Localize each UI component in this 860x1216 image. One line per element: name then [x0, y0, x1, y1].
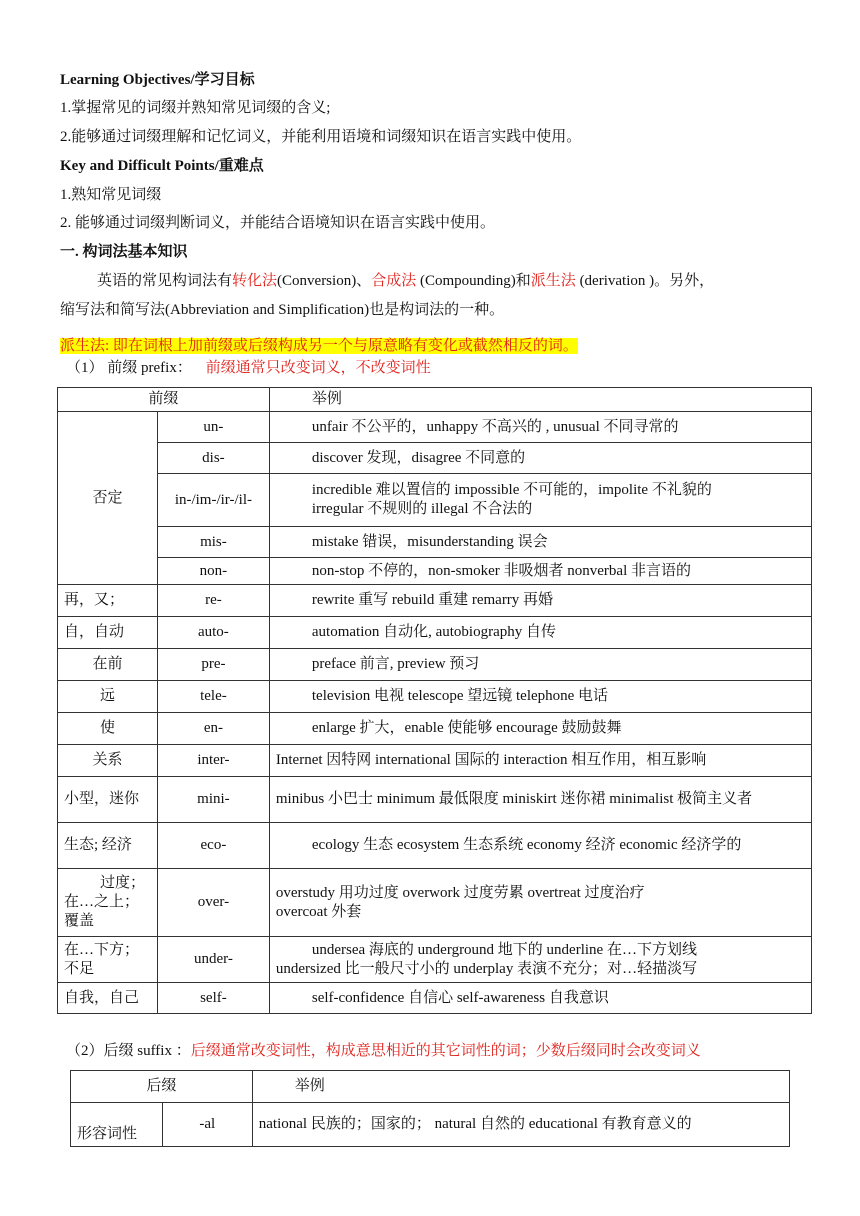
- example-cell: Internet 因特网 international 国际的 interaction 相互作用，相互影响: [269, 745, 811, 777]
- example-cell: television 电视 telescope 望远镜 telephone 电话: [269, 681, 811, 713]
- meaning-cell: 小型，迷你: [58, 777, 158, 823]
- header-suffix: 后缀: [71, 1071, 253, 1103]
- table-row: [58, 745, 812, 777]
- meaning-line: 覆盖: [64, 913, 95, 929]
- table-row: [71, 1103, 790, 1147]
- example-line: irregular 不规则的 illegal 不合法的: [311, 501, 533, 517]
- paragraph-text: 英语的常见构词法有: [97, 273, 233, 289]
- suffix-title-line: [66, 1041, 701, 1061]
- example-cell: preface 前言, preview 预习: [269, 649, 811, 681]
- meaning-cell: 远: [58, 681, 158, 713]
- example-cell: national 民族的；国家的； natural 自然的 educational 有教育意义的: [252, 1103, 789, 1147]
- example-cell: automation 自动化, autobiography 自传: [269, 617, 811, 649]
- prefix-title: （1） 前缀 prefix：: [66, 360, 192, 376]
- example-line: undersea 海底的 underground 地下的 underline 在…下方划线: [311, 941, 697, 958]
- method-paragraph: [97, 271, 714, 291]
- table-row: [58, 558, 812, 585]
- objective-item: 1.掌握常见的词缀并熟知常见词缀的含义;: [60, 100, 331, 116]
- key-point-item: 2. 能够通过词缀判断词义，并能结合语境知识在语言实践中使用。: [60, 215, 496, 231]
- prefix-cell: tele-: [157, 681, 269, 713]
- suffix-table: [70, 1070, 790, 1147]
- table-header-row: [71, 1071, 790, 1103]
- paragraph-text: (derivation )。另外，: [575, 273, 715, 289]
- example-line: overstudy 用功过度 overwork 过度劳累 overtreat 过度治疗: [275, 884, 645, 901]
- example-cell: non-stop 不停的，non-smoker 非吸烟者 nonverbal 非言语的: [269, 558, 811, 585]
- meaning-cell: 否定: [58, 412, 158, 585]
- prefix-cell: en-: [157, 713, 269, 745]
- prefix-cell: over-: [157, 869, 269, 937]
- example-cell: unfair 不公平的，unhappy 不高兴的 , unusual 不同寻常的: [269, 412, 811, 443]
- table-row: [58, 649, 812, 681]
- meaning-cell: 关系: [58, 745, 158, 777]
- table-row: [58, 443, 812, 474]
- suffix-cell: -al: [162, 1103, 252, 1147]
- example-cell: [269, 474, 811, 527]
- meaning-cell: 在前: [58, 649, 158, 681]
- prefix-cell: self-: [157, 983, 269, 1014]
- meaning-cell: 再，又；: [58, 585, 158, 617]
- key-point-item: 1.熟知常见词缀: [60, 187, 162, 203]
- paragraph-text: (Compounding)和: [416, 273, 531, 289]
- header-example: 举例: [252, 1071, 789, 1103]
- suffix-note: 后缀通常改变词性，构成意思相近的其它词性的词；少数后缀同时会改变词义: [190, 1043, 701, 1059]
- example-text: ecology 生态 ecosystem 生态系统 economy 经济 economic 经济学的: [311, 837, 742, 853]
- prefix-cell: mini-: [157, 777, 269, 823]
- derivation-term: 派生法: [530, 273, 576, 289]
- table-row: [58, 713, 812, 745]
- meaning-cell: 生态; 经济: [58, 823, 158, 869]
- table-row: [58, 823, 812, 869]
- meaning-cell: 形容词性: [71, 1103, 163, 1147]
- conversion-term: 转化法: [232, 273, 278, 289]
- table-row: [58, 474, 812, 527]
- meaning-cell: [58, 869, 158, 937]
- table-row: [58, 681, 812, 713]
- prefix-cell: re-: [157, 585, 269, 617]
- example-cell: mistake 错误，misunderstanding 误会: [269, 527, 811, 558]
- prefix-cell: dis-: [157, 443, 269, 474]
- example-cell: self-confidence 自信心 self-awareness 自我意识: [269, 983, 811, 1014]
- suffix-title: （2）后缀 suffix ：: [66, 1043, 191, 1059]
- key-points-heading: Key and Difficult Points/重难点: [60, 158, 264, 174]
- section-title: 一. 构词法基本知识: [60, 244, 188, 260]
- example-cell: discover 发现，disagree 不同意的: [269, 443, 811, 474]
- table-row: [58, 983, 812, 1014]
- example-cell: enlarge 扩大，enable 使能够 encourage 鼓励鼓舞: [269, 713, 811, 745]
- highlighted-definition: 派生法: 即在词根上加前缀或后缀构成另一个与原意略有变化或截然相反的词。: [60, 338, 578, 354]
- prefix-note: 前缀通常只改变词义，不改变词性: [205, 360, 431, 376]
- objective-item: 2.能够通过词缀理解和记忆词义，并能利用语境和词缀知识在语言实践中使用。: [60, 129, 582, 145]
- prefix-cell: in-/im-/ir-/il-: [157, 474, 269, 527]
- meaning-line: 不足: [64, 960, 95, 977]
- meaning-cell: 自，自动: [58, 617, 158, 649]
- example-line: incredible 难以置信的 impossible 不可能的，impolite 不礼貌的: [311, 482, 712, 498]
- prefix-cell: eco-: [157, 823, 269, 869]
- meaning-line: 过度；: [100, 875, 146, 891]
- prefix-cell: un-: [157, 412, 269, 443]
- example-line: undersized 比一般尺寸小的 underplay 表演不充分；对…轻描淡写: [275, 960, 698, 977]
- meaning-cell: 自我，自己: [58, 983, 158, 1014]
- table-row: [58, 412, 812, 443]
- prefix-cell: inter-: [157, 745, 269, 777]
- prefix-table: [57, 387, 812, 1014]
- prefix-cell: non-: [157, 558, 269, 585]
- table-row: [58, 869, 812, 937]
- derivation-definition: [60, 336, 578, 356]
- example-cell: [269, 937, 811, 983]
- meaning-line: 在…下方；: [64, 941, 140, 958]
- table-row: [58, 937, 812, 983]
- prefix-cell: pre-: [157, 649, 269, 681]
- example-cell: [269, 869, 811, 937]
- prefix-title-line: [66, 358, 431, 378]
- prefix-cell: mis-: [157, 527, 269, 558]
- header-example: 举例: [269, 388, 811, 412]
- meaning-cell: 使: [58, 713, 158, 745]
- table-row: [58, 777, 812, 823]
- example-cell: minibus 小巴士 minimum 最低限度 miniskirt 迷你裙 minimalist 极简主义者: [269, 777, 811, 823]
- meaning-cell: [58, 937, 158, 983]
- paragraph-text: (Conversion)、: [277, 273, 372, 289]
- table-row: [58, 617, 812, 649]
- objectives-heading: Learning Objectives/学习目标: [60, 72, 255, 88]
- compounding-term: 合成法: [371, 273, 417, 289]
- example-cell: [269, 823, 811, 869]
- table-header-row: [58, 388, 812, 412]
- table-row: [58, 585, 812, 617]
- prefix-cell: auto-: [157, 617, 269, 649]
- method-paragraph-cont: 缩写法和简写法(Abbreviation and Simplification)也是构词法的一种。: [60, 302, 505, 318]
- header-prefix: 前缀: [58, 388, 270, 412]
- example-cell: rewrite 重写 rebuild 重建 remarry 再婚: [269, 585, 811, 617]
- meaning-line: 在…之上；: [64, 894, 140, 910]
- prefix-cell: under-: [157, 937, 269, 983]
- example-line: overcoat 外套: [275, 903, 362, 920]
- table-row: [58, 527, 812, 558]
